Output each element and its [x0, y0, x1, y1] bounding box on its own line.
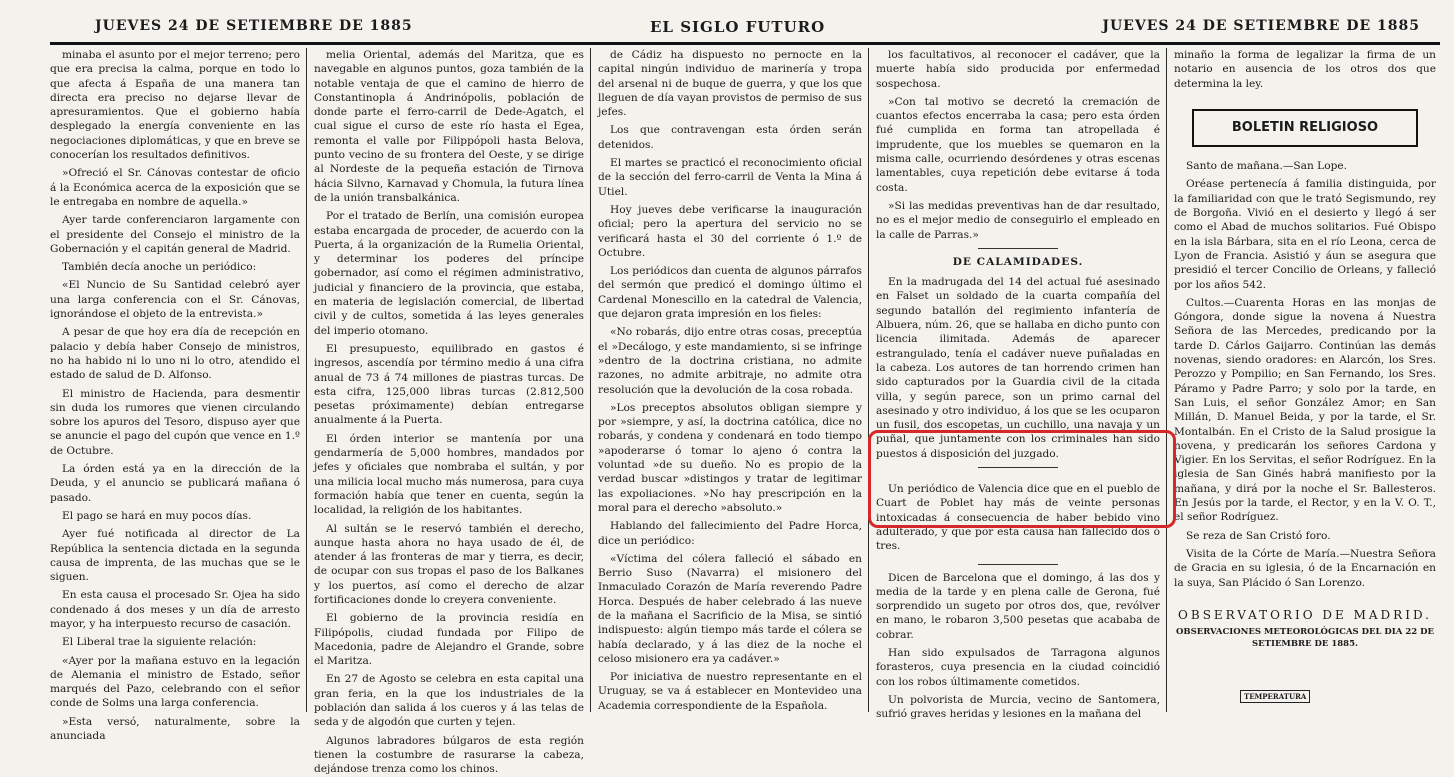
- paragraph: Un polvorista de Murcia, vecino de Santomera, sufrió graves heridas y lesiones en la mañana del: [876, 693, 1160, 721]
- paragraph: Por iniciativa de nuestro representante en el Uruguay, se va á establecer en Montevideo una Academia correspondiente de la Española.: [598, 671, 862, 712]
- boletin-title: BOLETIN RELIGIOSO: [1192, 109, 1418, 147]
- paragraph: Dicen de Barcelona que el domingo, á las dos y media de la tarde y en plena calle de Gerona, fué sorprendido un sugeto por otros dos, que, revólver en mano, le robaron 3,500 pesetas que acababa de cobrar.: [876, 571, 1160, 641]
- section-heading: DE CALAMIDADES.: [952, 255, 1084, 268]
- paragraph: El presupuesto, equilibrado en gastos é ingresos, ascendía por término medio á una cifra anual de 73 á 74 millones de piastras turcas. De esta cifra, 125,000 libras turcas (2.812,500 pesetas próximamente) debían entregarse anualmente á la Puerta.: [314, 342, 584, 427]
- paragraph: Los periódicos dan cuenta de algunos párrafos del sermón que predicó el domingo último el Cardenal Monescillo en la catedral de Valencia, que dejaron grata impresión en los fieles:: [598, 265, 862, 321]
- column-1: [50, 48, 300, 743]
- paragraph: »Con tal motivo se decretó la cremación de cuantos efectos encerraba la casa; pero esta órden fué cumplida en forma tan atropellada é imprudente, que los muebles se quemaron en la misma calle, ocurriendo desórdenes y otras escenas lamentables, cuya repetición debe evitarse á toda costa.: [876, 95, 1160, 194]
- paragraph: Al sultán se le reservó también el derecho, aunque hasta ahora no haya usado de él, de atender á las fronteras de mar y tierra, es decir, de ocupar con sus tropas el paso de los Balkanes y los puertos, así como el derecho de alzar fortificaciones donde lo creyera conveniente.: [314, 522, 584, 606]
- paragraph: La órden está ya en la dirección de la Deuda, y el anuncio se publicará mañana ó pasado.: [50, 463, 300, 504]
- paragraph: Hablando del fallecimiento del Padre Horca, dice un periódico:: [598, 520, 862, 547]
- paragraph: El pago se hará en muy pocos días.: [62, 509, 252, 522]
- paragraph: «Ayer por la mañana estuvo en la legación de Alemania el ministro de Estado, señor marqués del Pazo, celebrando con el señor conde de Solms una larga conferencia.: [50, 654, 300, 710]
- paragraph: «El Nuncio de Su Santidad celebró ayer una larga conferencia con el Sr. Cánovas, ignorándose el objeto de la entrevista.»: [50, 279, 300, 321]
- paragraph: Ayer fué notificada al director de La República la sentencia dictada en la segunda causa de imprenta, de las muchas que se le siguen.: [50, 528, 300, 584]
- paragraph: Los que contravengan esta órden serán detenidos.: [598, 124, 862, 151]
- paragraph: El órden interior se mantenía por una gendarmería de 5,000 hombres, mandados por jefes y oficiales que nombraba el sultán, y por una milicia local mucho más numerosa, para cuya formación había que tener en cuenta, según la localidad, la religión de los habitantes.: [314, 432, 584, 517]
- paragraph: »Esta versó, naturalmente, sobre la anunciada: [50, 715, 300, 743]
- column-5: [1174, 48, 1436, 712]
- paragraph: En 27 de Agosto se celebra en esta capital una gran feria, en la que los industriales de la población dan salida á los cueros y á las telas de seda y de algodón que curten y tejen.: [314, 673, 584, 729]
- column-rule: [306, 48, 307, 712]
- paragraph: En esta causa el procesado Sr. Ojea ha sido condenado á dos meses y un día de arresto mayor, y ha interpuesto recurso de casación.: [50, 589, 300, 630]
- paragraph: En la madrugada del 14 del actual fué asesinado en Falset un soldado de la cuarta compañía del segundo batallón del regimiento infantería de Albuera, núm. 26, que se hallaba en dicho punto con licencia ilimitada. Además de aparecer estrangulado, tenía el cadáver nueve puñaladas en la cabeza. Los autores de tan horrendo crimen han sido capturados por la Guardia civil de la citada villa, y según parece, son un primo carnal del asesinado y otro individuo, á los que se les ocuparon un fusil, dos escopetas, un cuchillo, una navaja y un puñal, que juntamente con los criminales han sido puestos á disposición del juzgado.: [876, 276, 1160, 460]
- paragraph: de Cádiz ha dispuesto no pernocte en la capital ningún individuo de marinería y tropa del arsenal ni de buque de guerra, y que los que lleguen de día vayan provistos de permiso de sus jefes.: [598, 49, 862, 119]
- col5-top-text: minaño la forma de legalizar la firma de un notario en ausencia de los otros dos que determina la ley.: [1174, 49, 1436, 90]
- date-left: JUEVES 24 DE SETIEMBRE DE 1885: [95, 18, 413, 34]
- paragraph: A pesar de que hoy era día de recepción en palacio y debía haber Consejo de ministros, no ha habido ni lo uno ni lo otro, atendido el estado de salud de D. Alfonso.: [50, 326, 300, 382]
- column-2: [314, 48, 584, 776]
- column-rule: [590, 48, 591, 712]
- highlighted-article: Un periódico de Valencia dice que en el pueblo de Cuart de Poblet hay más de veinte personas intoxicadas á consecuencia de haber bebido vino adulterado, y que por esta causa han fallecido dos ó tres.: [876, 483, 1160, 553]
- paragraph: minaba el asunto por el mejor terreno; pero que era precisa la calma, porque en todo lo que afecta á España de una manera tan directa era preciso no dejarse llevar de apresuramientos. Que el gobierno había desplegado la energía conveniente en las negociaciones diplomáticas, y que en breve se conocerían los resultados definitivos.: [50, 49, 300, 162]
- column-4: [876, 48, 1160, 721]
- column-rule: [1166, 48, 1167, 712]
- paragraph: El Liberal trae la siguiente relación:: [62, 636, 257, 649]
- temperature-table-header: TEMPERATURA: [1240, 690, 1310, 703]
- paragraph: «Víctima del cólera falleció el sábado en Berrio Suso (Navarra) el misionero del Inmaculado Corazón de María reverendo Padre Horca. Después de haber celebrado á las nueve de la mañana el Sacrificio de la Misa, se sintió indispuesto: algún tiempo más tarde el cólera se había declarado, y á las diez de la noche el celoso misionero era ya cadáver.»: [598, 552, 862, 665]
- paragraph: Oréase pertenecía á familia distinguida, por la familiaridad con que le trató Segismundo, rey de Borgoña. Vivió en el desierto y llegó á ser como el Abad de muchos solitarios. Fué Obispo en la isla Bárbara, sita en el río Leona, cerca de Lyon de Francia. Asistió y áun se asegura que presidió el tercer Concilio de Orleans, y falleció por los años 542.: [1174, 178, 1436, 291]
- paragraph: los facultativos, al reconocer el cadáver, que la muerte había sido producida por enfermedad sospechosa.: [876, 49, 1160, 90]
- paragraph: Cultos.—Cuarenta Horas en las monjas de Góngora, donde sigue la novena á Nuestra Señora de las Mercedes, predicando por la tarde D. Cárlos Gaijarro. Continúan las demás novenas, siendo oradores: en Alarcón, los Sres. Perozzo y Pompilio; en San Fernando, los Sres. Páramo y Padre Parro; y solo por la tarde, en San Luis, el señor González Amor; en San Millán, D. Manuel Beida, y por la tarde, el Sr. Montalbán. En el Cristo de la Salud prosigue la novena, y predicarán los señores Cardona y Vigier. En los Servitas, el señor Rodríguez. En la iglesia de San Ginés habrá manifiesto por la mañana, y dirá por la noche el Sr. Ballesteros. En Jesús por la tarde, el Rector, y en la V. O. T., el señor Rodríguez.: [1174, 296, 1436, 524]
- paragraph: »Ofreció el Sr. Cánovas contestar de oficio á la Económica acerca de la exposición que se le entregaba en nombre de aquella.»: [50, 167, 300, 208]
- paragraph: Algunos labradores búlgaros de esta región tienen la costumbre de rasurarse la cabeza, dejándose trenza como los chinos.: [314, 734, 584, 776]
- date-right: JUEVES 24 DE SETIEMBRE DE 1885: [1102, 18, 1420, 34]
- paragraph: Visita de la Córte de María.—Nuestra Señora de Gracia en su iglesia, ó de la Encarnación en la suya, San Plácido ó San Lorenzo.: [1174, 547, 1436, 589]
- paper-title: EL SIGLO FUTURO: [650, 18, 826, 36]
- paragraph: »Los preceptos absolutos obligan siempre y por »siempre, y así, la doctrina católica, dice no robarás, y condena y condenará en todo tiempo »apoderarse ó tomar lo ajeno ó contra la voluntad »de su dueño. No es propio de la verdad buscar »distingos y tratar de legitimar las expoliaciones. »No hay prescripción en la moral para el derecho »absoluto.»: [598, 401, 862, 514]
- observatory-title: OBSERVATORIO DE MADRID.: [1178, 607, 1432, 622]
- paragraph: Ayer tarde conferenciaron largamente con el presidente del Consejo el ministro de la Gobernación y el capitán general de Madrid.: [50, 214, 300, 255]
- paragraph: «No robarás, dijo entre otras cosas, preceptúa el »Decálogo, y este mandamiento, si se infringe »dentro de la doctrina cristiana, no admite razones, no admite arbitraje, no admite otra resolución que la devolución de la cosa robada.: [598, 326, 862, 396]
- paragraph: Por el tratado de Berlín, una comisión europea estaba encargada de proceder, de acuerdo con la Puerta, á la organización de la Rumelia Oriental, y determinar los poderes del príncipe gobernador, así como el régimen administrativo, judicial y financiero de la provincia, que estaba, en materia de legislación comercial, de libertad civil y de cultos, sometida á las leyes generales del imperio otomano.: [314, 210, 584, 337]
- paragraph: melia Oriental, además del Maritza, que es navegable en algunos puntos, goza también de la notable ventaja de que el camino de hierro de Constantinopla á Andrinópolis, población de donde parte el ferro-carril de Dede-Agatch, el cual sigue el curso de este río hasta el Egea, remonta el valle por Filippópoli hasta Belova, punto vecino de su frontera del Oeste, y se dirige al Nordeste de la pequeña estación de Tirnova hácia Silvno, Karnavad y Chomula, la futura línea de la unión transbalkánica.: [314, 49, 584, 204]
- paragraph: Han sido expulsados de Tarragona algunos forasteros, cuya presencia en la ciudad coincidió con los robos últimamente cometidos.: [876, 646, 1160, 688]
- masthead: [50, 6, 1440, 45]
- column-3: [598, 48, 862, 712]
- column-rule: [868, 48, 869, 712]
- paragraph: El ministro de Hacienda, para desmentir sin duda los rumores que vienen circulando sobre los apuros del Tesoro, dispuso ayer que se anuncie el pago del cupón que vence en 1.º de Octubre.: [50, 387, 300, 457]
- paragraph: El martes se practicó el reconocimiento oficial de la sección del ferro-carril de Venta la Mina á Utiel.: [598, 157, 862, 198]
- paragraph: El gobierno de la provincia residía en Filipópolis, ciudad fundada por Filipo de Macedonia, padre de Alejandro el Grande, sobre el Maritza.: [314, 612, 584, 668]
- paragraph: Hoy jueves debe verificarse la inauguración oficial; pero la apertura del servicio no se verificará hasta el 30 del corriente ó 1.º de Octubre.: [598, 203, 862, 259]
- paragraph: »Si las medidas preventivas han de dar resultado, no es el mejor medio de conseguirlo el empleado en la calle de Parras.»: [876, 199, 1160, 241]
- paragraph: También decía anoche un periódico:: [62, 261, 257, 274]
- observatory-subtitle: OBSERVACIONES METEOROLÓGICAS DEL DIA 22 DE SETIEMBRE DE 1885.: [1176, 627, 1434, 650]
- paragraph: Santo de mañana.—San Lope.: [1186, 160, 1348, 173]
- paragraph: Se reza de San Cristó foro.: [1186, 529, 1331, 542]
